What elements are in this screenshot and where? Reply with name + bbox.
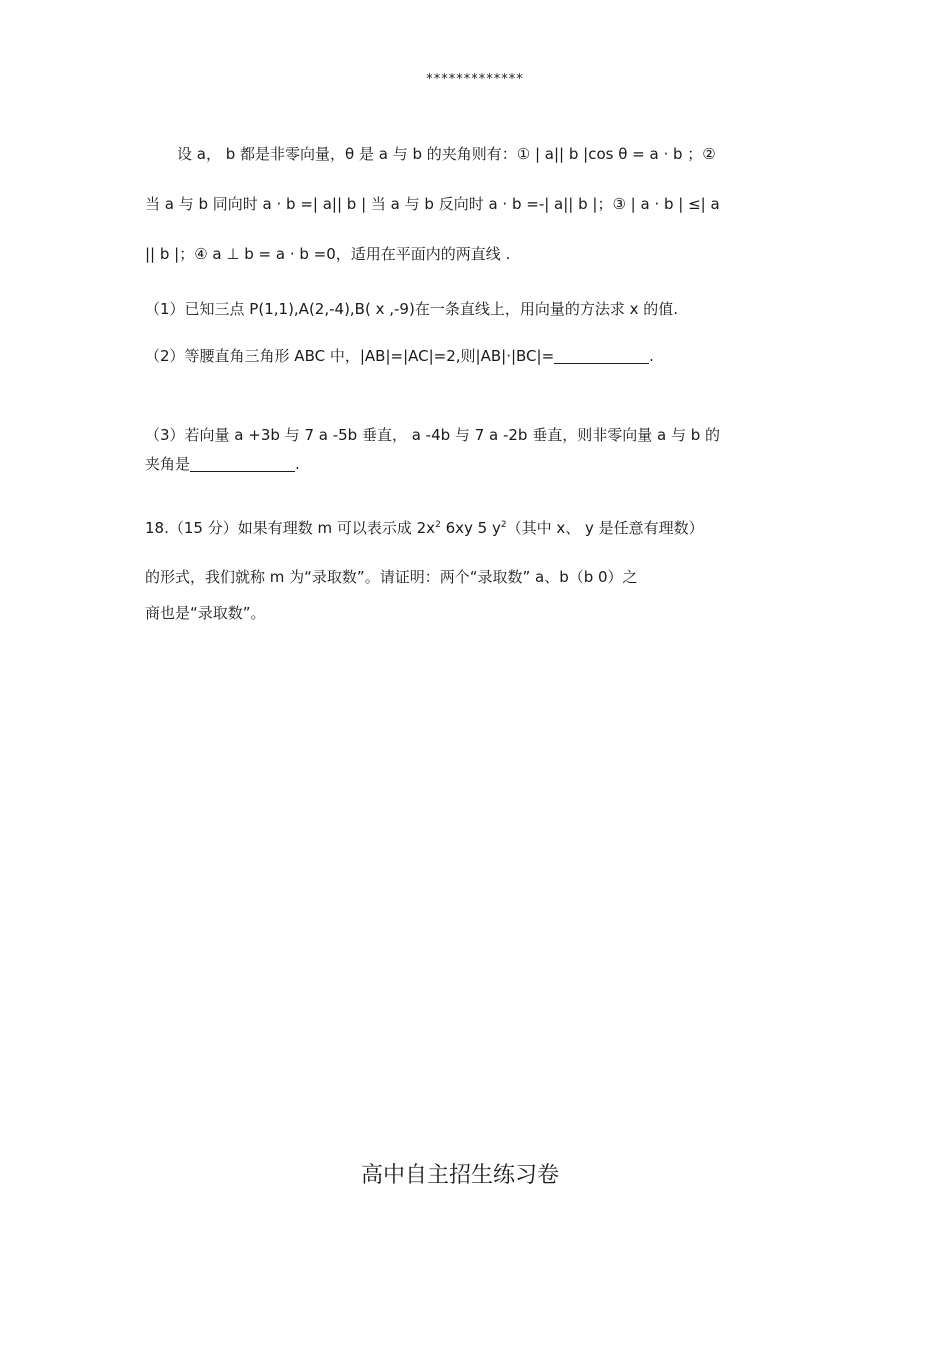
problem-18-line-1	[145, 517, 810, 538]
header-stars: *************	[426, 72, 524, 87]
exponent-1: 2	[435, 520, 441, 530]
intro-line-1: 设 a， b 都是非零向量，θ 是 a 与 b 的夹角则有：① | a|| b |cos θ = a · b ；②	[177, 145, 716, 163]
question-3-text: 夹角是	[145, 455, 191, 473]
problem-18-line-3: 商也是“录取数”。	[145, 604, 266, 622]
intro-line-2: 当 a 与 b 同向时 a · b =| a|| b | 当 a 与 b 反向时 a · b =-| a|| b |；③ | a · b | ≤| a	[145, 195, 720, 213]
question-2-text: （2）等腰直角三角形 ABC 中，|AB|=|AC|=2,则|AB|·|BC|=	[145, 347, 555, 365]
intro-line-3: || b |；④ a ⊥ b = a · b =0，适用在平面内的两直线 .	[145, 245, 511, 263]
question-1: （1）已知三点 P(1,1),A(2,-4),B( x ,-9)在一条直线上，用向量的方法求 x 的值.	[145, 300, 679, 318]
question-2-end: .	[649, 347, 654, 365]
problem-18-text-c: （其中 x、 y 是任意有理数）	[506, 519, 704, 537]
problem-18-line-2: 的形式，我们就称 m 为“录取数”。请证明：两个“录取数” a、b（b 0）之	[145, 568, 638, 586]
question-2	[145, 345, 810, 366]
question-3-line-1: （3）若向量 a +3b 与 7 a -5b 垂直， a -4b 与 7 a -2b 垂直，则非零向量 a 与 b 的	[145, 426, 721, 444]
exponent-2: 2	[500, 520, 507, 530]
problem-18-text-b: 6xy 5 y	[440, 519, 501, 537]
footer-title: 高中自主招生练习卷	[360, 1163, 559, 1188]
answer-blank-3[interactable]	[190, 455, 295, 472]
question-3-end: .	[295, 455, 300, 473]
problem-18-text-a: 18.（15 分）如果有理数 m 可以表示成 2x	[145, 519, 436, 537]
question-3-line-2	[145, 453, 810, 474]
answer-blank-2[interactable]	[554, 347, 649, 364]
